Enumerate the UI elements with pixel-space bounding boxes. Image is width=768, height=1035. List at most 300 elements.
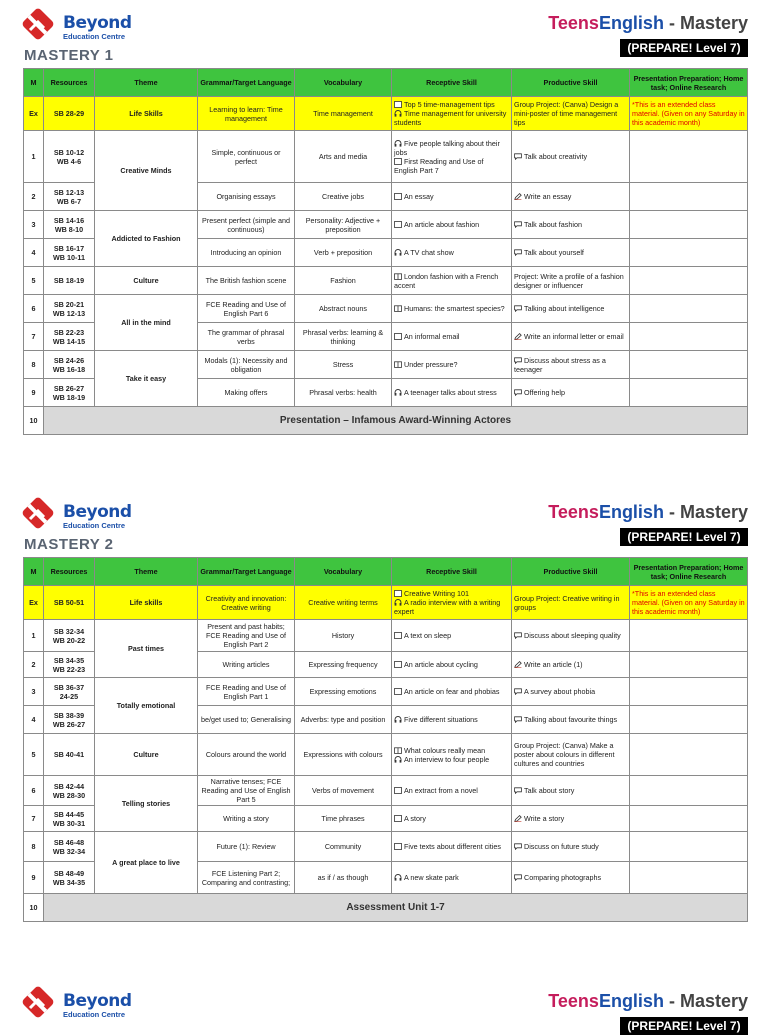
skill-text: An article about fashion xyxy=(404,220,480,229)
skill-text: A new skate park xyxy=(404,873,459,882)
skill-text: Top 5 time-management tips xyxy=(404,100,495,109)
column-header: Theme xyxy=(95,69,198,97)
mastery-block xyxy=(0,489,768,929)
productive-skill-cell xyxy=(512,295,630,323)
module-number: 1 xyxy=(24,620,44,652)
skill-item xyxy=(394,687,509,696)
mastery-word: - Mastery xyxy=(663,13,748,33)
skill-text: Talk about fashion xyxy=(524,220,582,229)
module-number: 5 xyxy=(24,267,44,295)
receptive-skill-cell xyxy=(392,239,512,267)
pen-icon xyxy=(514,814,524,823)
skill-item xyxy=(394,814,509,823)
mastery-block xyxy=(0,978,768,1033)
skill-item xyxy=(514,100,627,127)
brand xyxy=(63,14,132,41)
speech-bubble-icon xyxy=(514,873,524,882)
skill-item xyxy=(514,842,627,851)
teens-word: Teens xyxy=(548,13,599,33)
receptive-skill-cell xyxy=(392,652,512,678)
receptive-skill-cell xyxy=(392,131,512,183)
vocabulary-cell: Verbs of movement xyxy=(295,776,392,806)
speech-bubble-icon xyxy=(514,687,524,696)
grammar-cell: Future (1): Review xyxy=(198,832,295,862)
skill-item xyxy=(514,192,627,201)
module-number: 4 xyxy=(24,239,44,267)
speech-bubble-icon xyxy=(514,786,524,795)
productive-skill-cell xyxy=(512,776,630,806)
vocabulary-cell: Arts and media xyxy=(295,131,392,183)
skill-item xyxy=(514,220,627,229)
final-session-label: Presentation – Infamous Award-Winning Actores xyxy=(44,407,748,435)
theme-cell: Totally emotional xyxy=(95,678,198,734)
checkbox-icon xyxy=(394,631,404,640)
vocabulary-cell: Community xyxy=(295,832,392,862)
skill-text: Write a story xyxy=(524,814,565,823)
checkbox-icon xyxy=(394,100,404,109)
speech-bubble-icon xyxy=(514,220,524,229)
teens-english-title xyxy=(548,13,748,34)
beyond-logo-icon xyxy=(22,8,54,40)
teens-english-title xyxy=(548,991,748,1012)
productive-skill-cell xyxy=(512,351,630,379)
skill-item xyxy=(394,100,509,109)
checkbox-icon xyxy=(394,220,404,229)
skill-item xyxy=(394,332,509,341)
skill-text: An article on fear and phobias xyxy=(404,687,500,696)
skill-item xyxy=(394,220,509,229)
resources-cell: SB 34-35 WB 22-23 xyxy=(44,652,95,678)
skill-item xyxy=(394,598,509,616)
skill-text: An informal email xyxy=(404,332,460,341)
skill-text: Talking about favourite things xyxy=(524,715,618,724)
final-session-label: Assessment Unit 1-7 xyxy=(44,894,748,922)
resources-cell: SB 20-21 WB 12-13 xyxy=(44,295,95,323)
skill-item xyxy=(394,786,509,795)
vocabulary-cell: History xyxy=(295,620,392,652)
module-number: 8 xyxy=(24,351,44,379)
receptive-skill-cell xyxy=(392,183,512,211)
skill-item xyxy=(514,741,627,768)
productive-skill-cell xyxy=(512,832,630,862)
skill-text: First Reading and Use of English Part 7 xyxy=(394,156,484,175)
checkbox-icon xyxy=(394,842,404,851)
mastery-word: - Mastery xyxy=(663,991,748,1011)
grammar-cell: FCE Reading and Use of English Part 6 xyxy=(198,295,295,323)
vocabulary-cell: Expressing frequency xyxy=(295,652,392,678)
productive-skill-cell xyxy=(512,239,630,267)
skill-item xyxy=(514,272,627,290)
skill-text: Group Project: Creative writing in groups xyxy=(514,593,620,612)
resources-cell: SB 18-19 xyxy=(44,267,95,295)
skill-text: Project: Write a profile of a fashion designer or influencer xyxy=(514,271,624,290)
grammar-cell: Making offers xyxy=(198,379,295,407)
headphones-icon xyxy=(394,109,404,118)
theme-cell: Culture xyxy=(95,267,198,295)
presentation-note-cell xyxy=(630,131,748,183)
prepare-level-badge: (PREPARE! Level 7) xyxy=(620,1017,748,1035)
skill-text: Write an informal letter or email xyxy=(524,332,624,341)
receptive-skill-cell xyxy=(392,862,512,894)
presentation-note-cell xyxy=(630,239,748,267)
productive-skill-cell xyxy=(512,678,630,706)
speech-bubble-icon xyxy=(514,152,524,161)
theme-cell: Addicted to Fashion xyxy=(95,211,198,267)
theme-cell: Culture xyxy=(95,734,198,776)
checkbox-icon xyxy=(394,157,404,166)
productive-skill-cell xyxy=(512,183,630,211)
column-header: Grammar/Target Language xyxy=(198,558,295,586)
presentation-note-cell xyxy=(630,620,748,652)
skill-item xyxy=(514,594,627,612)
theme-cell: Life skills xyxy=(95,586,198,620)
column-header: Vocabulary xyxy=(295,558,392,586)
mastery-title: MASTERY 1 xyxy=(24,47,114,64)
skill-text: Group Project: (Canva) Make a poster about colours in different cultures and countries xyxy=(514,741,615,768)
module-number: 8 xyxy=(24,832,44,862)
table-row-final xyxy=(24,894,748,922)
vocabulary-cell: Expressions with colours xyxy=(295,734,392,776)
brand-subtitle: Education Centre xyxy=(63,32,126,41)
module-number: 9 xyxy=(24,379,44,407)
column-header: M xyxy=(24,69,44,97)
receptive-skill-cell xyxy=(392,832,512,862)
skill-text: A TV chat show xyxy=(404,248,454,257)
brand-name: Beyond xyxy=(63,13,132,33)
receptive-skill-cell xyxy=(392,97,512,131)
theme-cell: Life Skills xyxy=(95,97,198,131)
resources-cell: SB 44-45 WB 30-31 xyxy=(44,806,95,832)
speech-bubble-icon xyxy=(514,388,524,397)
skill-item xyxy=(514,873,627,882)
module-number: 4 xyxy=(24,706,44,734)
skill-item xyxy=(394,660,509,669)
mastery-title: MASTERY 2 xyxy=(24,536,114,553)
skill-item xyxy=(514,152,627,161)
column-header: Presentation Preparation; Home task; Online Research xyxy=(630,69,748,97)
skill-text: Humans: the smartest species? xyxy=(404,304,505,313)
grammar-cell: Writing a story xyxy=(198,806,295,832)
productive-skill-cell xyxy=(512,267,630,295)
module-number: Ex xyxy=(24,97,44,131)
headphones-icon xyxy=(394,715,404,724)
skill-text: Group Project: (Canva) Design a mini-poster of time management tips xyxy=(514,100,619,127)
receptive-skill-cell xyxy=(392,776,512,806)
vocabulary-cell: Time phrases xyxy=(295,806,392,832)
mastery-word: - Mastery xyxy=(663,502,748,522)
vocabulary-cell: Adverbs: type and position xyxy=(295,706,392,734)
english-word: English xyxy=(598,991,664,1011)
skill-text: Offering help xyxy=(524,388,566,397)
skill-item xyxy=(514,356,627,374)
column-header: Vocabulary xyxy=(295,69,392,97)
skill-text: Write an essay xyxy=(524,192,572,201)
resources-cell: SB 32-34 WB 20-22 xyxy=(44,620,95,652)
beyond-logo-icon xyxy=(22,497,54,529)
skill-item xyxy=(394,109,509,127)
checkbox-icon xyxy=(394,589,404,598)
column-header: Grammar/Target Language xyxy=(198,69,295,97)
vocabulary-cell: Personality: Adjective + preposition xyxy=(295,211,392,239)
column-header: M xyxy=(24,558,44,586)
presentation-note-cell xyxy=(630,379,748,407)
skill-text: Discuss about sleeping quality xyxy=(524,631,621,640)
presentation-note-cell xyxy=(630,734,748,776)
grammar-cell: Present and past habits; FCE Reading and Use of English Part 2 xyxy=(198,620,295,652)
prepare-level-badge: (PREPARE! Level 7) xyxy=(620,39,748,57)
module-number: 10 xyxy=(24,407,44,435)
skill-item xyxy=(514,631,627,640)
book-icon xyxy=(394,304,404,313)
productive-skill-cell xyxy=(512,211,630,239)
table-row xyxy=(24,620,748,652)
resources-cell: SB 22-23 WB 14-15 xyxy=(44,323,95,351)
vocabulary-cell: Creative writing terms xyxy=(295,586,392,620)
table-row xyxy=(24,678,748,706)
module-number: 6 xyxy=(24,776,44,806)
productive-skill-cell xyxy=(512,806,630,832)
grammar-cell: Writing articles xyxy=(198,652,295,678)
headphones-icon xyxy=(394,388,404,397)
grammar-cell: Organising essays xyxy=(198,183,295,211)
book-icon xyxy=(394,272,404,281)
theme-cell: All in the mind xyxy=(95,295,198,351)
grammar-cell: FCE Reading and Use of English Part 1 xyxy=(198,678,295,706)
table-row xyxy=(24,295,748,323)
speech-bubble-icon xyxy=(514,248,524,257)
presentation-note-cell xyxy=(630,832,748,862)
presentation-note-cell xyxy=(630,806,748,832)
column-header: Productive Skill xyxy=(512,558,630,586)
skill-text: A story xyxy=(404,814,426,823)
module-number: 5 xyxy=(24,734,44,776)
grammar-cell: Creativity and innovation: Creative writing xyxy=(198,586,295,620)
module-number: 7 xyxy=(24,806,44,832)
skill-item xyxy=(394,873,509,882)
grammar-cell: Learning to learn: Time management xyxy=(198,97,295,131)
skill-text: Comparing photographs xyxy=(524,873,602,882)
book-icon xyxy=(394,746,404,755)
headphones-icon xyxy=(394,873,404,882)
table-row xyxy=(24,211,748,239)
skill-text: Creative Writing 101 xyxy=(404,589,469,598)
skill-item xyxy=(394,139,509,157)
skill-item xyxy=(394,272,509,290)
productive-skill-cell xyxy=(512,97,630,131)
table-row xyxy=(24,267,748,295)
skill-text: Time management for university students xyxy=(394,109,507,127)
skill-text: Under pressure? xyxy=(404,360,458,369)
checkbox-icon xyxy=(394,332,404,341)
vocabulary-cell: Abstract nouns xyxy=(295,295,392,323)
grammar-cell: Narrative tenses; FCE Reading and Use of English Part 5 xyxy=(198,776,295,806)
grammar-cell: The grammar of phrasal verbs xyxy=(198,323,295,351)
theme-cell: Take it easy xyxy=(95,351,198,407)
prepare-level-badge: (PREPARE! Level 7) xyxy=(620,528,748,546)
checkbox-icon xyxy=(394,814,404,823)
resources-cell: SB 38-39 WB 26-27 xyxy=(44,706,95,734)
resources-cell: SB 28-29 xyxy=(44,97,95,131)
module-number: 3 xyxy=(24,211,44,239)
column-header: Receptive Skill xyxy=(392,69,512,97)
module-number: 2 xyxy=(24,183,44,211)
skill-text: Talking about intelligence xyxy=(524,304,605,313)
skill-text: Write an article (1) xyxy=(524,660,583,669)
column-header: Receptive Skill xyxy=(392,558,512,586)
brand-name: Beyond xyxy=(63,991,132,1011)
vocabulary-cell: as if / as though xyxy=(295,862,392,894)
table-header-row xyxy=(24,69,748,97)
resources-cell: SB 42-44 WB 28-30 xyxy=(44,776,95,806)
presentation-note-cell xyxy=(630,652,748,678)
grammar-cell: Colours around the world xyxy=(198,734,295,776)
presentation-note-cell xyxy=(630,183,748,211)
vocabulary-cell: Verb + preposition xyxy=(295,239,392,267)
table-row xyxy=(24,131,748,183)
teens-english-title xyxy=(548,502,748,523)
skill-item xyxy=(514,660,627,669)
speech-bubble-icon xyxy=(514,356,524,365)
skill-item xyxy=(394,304,509,313)
brand xyxy=(63,503,132,530)
table-row xyxy=(24,97,748,131)
column-header: Theme xyxy=(95,558,198,586)
theme-cell: A great place to live xyxy=(95,832,198,894)
grammar-cell: Introducing an opinion xyxy=(198,239,295,267)
theme-cell: Telling stories xyxy=(95,776,198,832)
headphones-icon xyxy=(394,755,404,764)
skill-text: A radio interview with a writing expert xyxy=(394,598,501,616)
skill-item xyxy=(394,360,509,369)
skill-text: An interview to four people xyxy=(404,754,490,764)
receptive-skill-cell xyxy=(392,586,512,620)
resources-cell: SB 50-51 xyxy=(44,586,95,620)
table-row-final xyxy=(24,407,748,435)
headphones-icon xyxy=(394,248,404,257)
mastery-block xyxy=(0,0,768,440)
skill-item xyxy=(394,388,509,397)
checkbox-icon xyxy=(394,786,404,795)
table-row xyxy=(24,832,748,862)
presentation-note-cell xyxy=(630,323,748,351)
skill-text: Five people talking about their jobs xyxy=(394,138,500,157)
resources-cell: SB 40-41 xyxy=(44,734,95,776)
receptive-skill-cell xyxy=(392,351,512,379)
productive-skill-cell xyxy=(512,379,630,407)
vocabulary-cell: Phrasal verbs: health xyxy=(295,379,392,407)
speech-bubble-icon xyxy=(514,715,524,724)
presentation-note-cell xyxy=(630,211,748,239)
receptive-skill-cell xyxy=(392,734,512,776)
module-number: 2 xyxy=(24,652,44,678)
module-number: Ex xyxy=(24,586,44,620)
skill-item xyxy=(394,157,509,175)
resources-cell: SB 46-48 WB 32-34 xyxy=(44,832,95,862)
module-number: 6 xyxy=(24,295,44,323)
vocabulary-cell: Time management xyxy=(295,97,392,131)
column-header: Resources xyxy=(44,558,95,586)
grammar-cell: Modals (1): Necessity and obligation xyxy=(198,351,295,379)
skill-text: An essay xyxy=(404,192,434,201)
resources-cell: SB 36-37 24-25 xyxy=(44,678,95,706)
resources-cell: SB 12-13 WB 6-7 xyxy=(44,183,95,211)
headphones-icon xyxy=(394,598,404,607)
column-header: Resources xyxy=(44,69,95,97)
skill-text: What colours really mean xyxy=(404,745,486,755)
skill-item xyxy=(394,631,509,640)
receptive-skill-cell xyxy=(392,267,512,295)
skill-item xyxy=(394,715,509,724)
skill-item xyxy=(514,332,627,341)
skill-text: A teenager talks about stress xyxy=(404,388,497,397)
receptive-skill-cell xyxy=(392,211,512,239)
skill-text: Discuss on future study xyxy=(524,842,599,851)
presentation-note-cell: *This is an extended class material. (Given on any Saturday in this academic month) xyxy=(630,97,748,131)
checkbox-icon xyxy=(394,660,404,669)
presentation-note-cell xyxy=(630,862,748,894)
module-number: 10 xyxy=(24,894,44,922)
skill-item xyxy=(514,814,627,823)
theme-cell: Past times xyxy=(95,620,198,678)
checkbox-icon xyxy=(394,192,404,201)
resources-cell: SB 26-27 WB 18-19 xyxy=(44,379,95,407)
skill-text: Talk about creativity xyxy=(524,152,588,161)
column-header: Productive Skill xyxy=(512,69,630,97)
theme-cell: Creative Minds xyxy=(95,131,198,211)
skill-item xyxy=(514,786,627,795)
vocabulary-cell: Phrasal verbs: learning & thinking xyxy=(295,323,392,351)
skill-item xyxy=(514,715,627,724)
skill-text: Discuss about stress as a teenager xyxy=(514,355,606,374)
receptive-skill-cell xyxy=(392,295,512,323)
skill-text: Five different situations xyxy=(404,715,478,724)
presentation-note-cell xyxy=(630,706,748,734)
resources-cell: SB 16-17 WB 10-11 xyxy=(44,239,95,267)
vocabulary-cell: Stress xyxy=(295,351,392,379)
book-icon xyxy=(394,360,404,369)
speech-bubble-icon xyxy=(514,631,524,640)
skill-text: An extract from a novel xyxy=(404,786,478,795)
receptive-skill-cell xyxy=(392,379,512,407)
speech-bubble-icon xyxy=(514,842,524,851)
teens-word: Teens xyxy=(548,502,599,522)
productive-skill-cell xyxy=(512,862,630,894)
skill-item xyxy=(394,842,509,851)
skill-text: Talk about story xyxy=(524,786,575,795)
presentation-note-cell xyxy=(630,295,748,323)
receptive-skill-cell xyxy=(392,706,512,734)
checkbox-icon xyxy=(394,687,404,696)
productive-skill-cell xyxy=(512,706,630,734)
module-number: 1 xyxy=(24,131,44,183)
skill-item xyxy=(394,589,509,598)
beyond-logo-icon xyxy=(22,986,54,1018)
brand-subtitle: Education Centre xyxy=(63,521,126,530)
skill-item xyxy=(394,746,509,755)
skill-item xyxy=(514,388,627,397)
table-header-row xyxy=(24,558,748,586)
grammar-cell: The British fashion scene xyxy=(198,267,295,295)
table-row xyxy=(24,734,748,776)
column-header: Presentation Preparation; Home task; Online Research xyxy=(630,558,748,586)
skill-item xyxy=(514,304,627,313)
vocabulary-cell: Creative jobs xyxy=(295,183,392,211)
curriculum-table xyxy=(23,557,748,922)
skill-item xyxy=(514,687,627,696)
productive-skill-cell xyxy=(512,586,630,620)
brand-subtitle: Education Centre xyxy=(63,1010,126,1019)
table-row xyxy=(24,776,748,806)
